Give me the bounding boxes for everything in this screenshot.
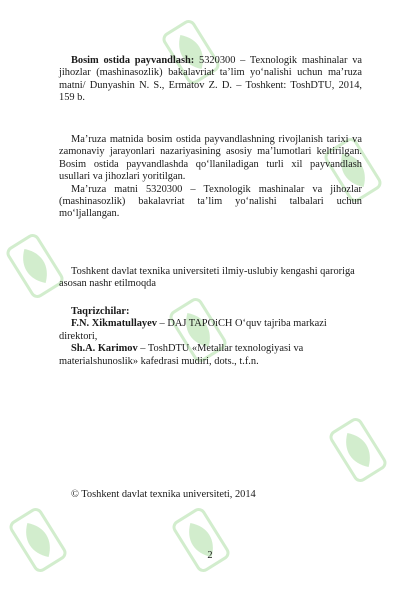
reviewer-2-name: Sh.A. Karimov (71, 343, 138, 355)
biblio-title: Bosim ostida payvandlash: (71, 55, 195, 66)
annotation-paragraph-1: Ma’ruza matnida bosim ostida payvandlashning rivojlanish tarixi va zamonaviy jarayonlari nazariyasining asosiy ma’lumotlari keltirilgan. Bosim ostida payvandlashda qo‘llaniladigan turli xil payvandlash usullari va jihozlari yoritilgan. (59, 134, 362, 183)
reviewer-1-role: – DAJ TAPOiCH O‘quv tajriba markazi direktori, (59, 318, 327, 342)
council-approval (59, 266, 362, 291)
reviewers-section (59, 306, 362, 368)
reviewer-1-name: F.N. Xikmatullayev (71, 318, 157, 330)
reviewer-2 (59, 343, 362, 368)
copyright-text: © Toshkent davlat texnika universiteti, 2014 (71, 489, 256, 500)
reviewer-2-role: – ToshDTU «Metallar texnologiyasi va materialshunoslik» kafedrasi mudiri, dots., t.f.n. (59, 343, 304, 367)
bibliographic-entry (59, 55, 362, 105)
watermark-stamp-icon (166, 502, 237, 577)
reviewers-heading: Taqrizchilar: (71, 306, 130, 317)
copyright-notice (59, 489, 362, 501)
annotation-paragraph-2: Ma’ruza matni 5320300 – Texnologik mashinalar va jihozlar (mashinasozlik) bakalavriat ta’lim yo‘nalishi talbalari uchun mo‘ljallangan. (59, 183, 362, 220)
reviewer-1 (59, 318, 362, 343)
annotation (59, 134, 362, 221)
page-number: 2 (207, 550, 213, 561)
watermark-stamp-icon (3, 502, 74, 577)
watermark-stamp-icon (323, 412, 394, 487)
biblio-details: 5320300 – Texnologik mashinalar va jihozlar (mashinasozlik) bakalavriat ta’lim yo‘nalishi uchun ma’ruza matni/ Dunyashin N. S., Ermatov Z. D. – Toshkent: ToshDTU, 2014, 159 b. (59, 55, 363, 104)
council-approval-text: Toshkent davlat texnika universiteti ilmiy-uslubiy kengashi qaroriga asosan nashr etilmoqda (59, 266, 355, 290)
